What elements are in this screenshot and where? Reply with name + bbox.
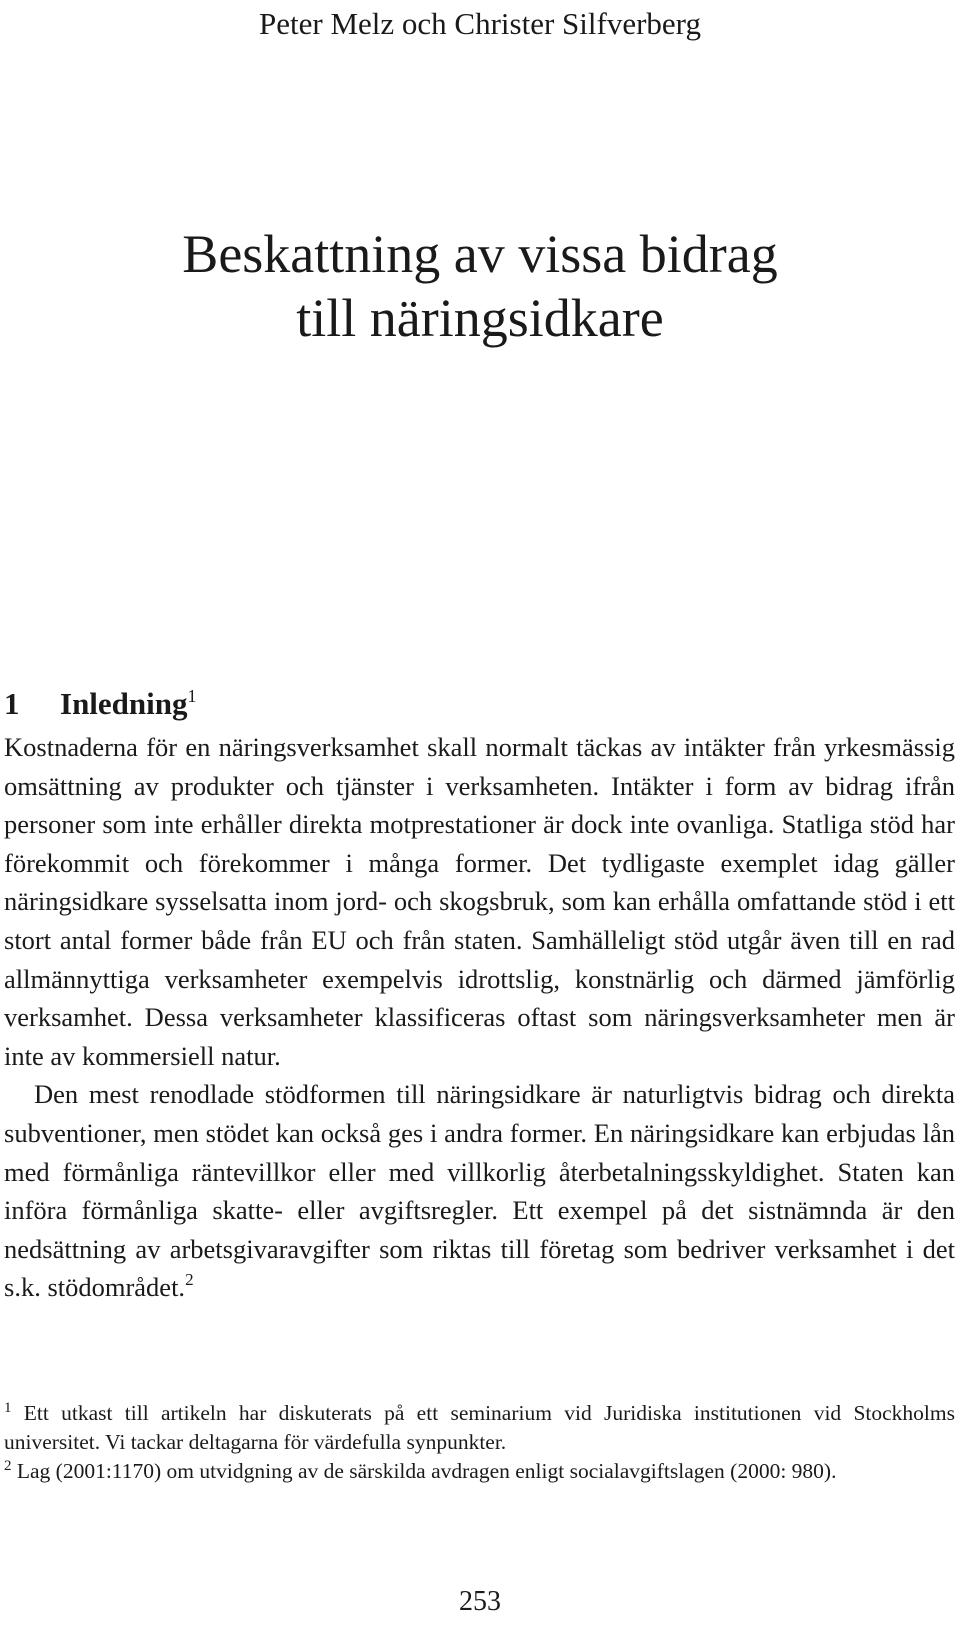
page-number: 253 — [459, 1586, 501, 1617]
paragraph-2-text: Den mest renodlade stödformen till näringsidkare är naturligtvis bidrag och direkta subventioner, men stödet kan också ges i andra former. En näringsidkare kan erbjudas lån med förmånliga räntevillkor eller med villkorlig återbetalningsskyldighet. Staten kan införa förmånliga skatte- eller avgiftsregler. Ett exempel på det sistnämnda är den nedsättning av arbetsgivaravgifter som riktas till företag som bedriver verksamhet i det s.k. stödområdet. — [4, 1079, 955, 1303]
footnote-marker-1: 1 — [4, 1400, 12, 1416]
section-number: 1 — [4, 686, 20, 721]
footnote-2 — [4, 1457, 955, 1486]
article-body — [4, 684, 955, 1307]
paragraph-1 — [4, 728, 955, 1075]
footnote-ref-2[interactable]: 2 — [185, 1270, 194, 1290]
running-head: Peter Melz och Christer Silfverberg — [259, 6, 701, 41]
footnote-1 — [4, 1399, 955, 1457]
paragraph-1-text: Kostnaderna för en näringsverksamhet skall normalt täckas av intäkter från yrkesmässig omsättning av produkter och tjänster i verksamheten. Intäkter i form av bidrag ifrån personer som inte erhåller direkta motprestationer är dock inte ovanliga. Statliga stöd har förekommit och förekommer i många former. Det tydligaste exemplet idag gäller näringsidkare sysselsatta inom jord- och skogsbruk, som kan erhålla omfattande stöd i ett stort antal former både från EU och från staten. Samhälleligt stöd utgår även till en rad allmännyttiga verksamheter exempelvis idrottslig, konstnärlig och därmed jämförlig verksamhet. Dessa verksamheter klassificeras oftast som näringsverksamheter men är inte av kommersiell natur. — [4, 732, 955, 1071]
title-line-1: Beskattning av vissa bidrag — [182, 224, 778, 284]
footnote-1-text: Ett utkast till artikeln har diskuterats på ett seminarium vid Juridiska institutionen vid Stockholms universitet. Vi tackar deltagarna för värdefulla synpunkter. — [4, 1401, 955, 1454]
paragraph-2 — [4, 1075, 955, 1307]
footnote-marker-2: 2 — [4, 1458, 12, 1474]
section-heading — [4, 684, 955, 724]
footnote-ref-1[interactable]: 1 — [187, 686, 197, 706]
section-title: Inledning — [60, 686, 188, 721]
footnote-2-text: Lag (2001:1170) om utvidgning av de särskilda avdragen enligt socialavgiftslagen (2000: 980). — [16, 1459, 837, 1483]
article-title — [0, 222, 960, 350]
title-line-2: till näringsidkare — [296, 288, 664, 348]
footnotes — [4, 1399, 955, 1486]
